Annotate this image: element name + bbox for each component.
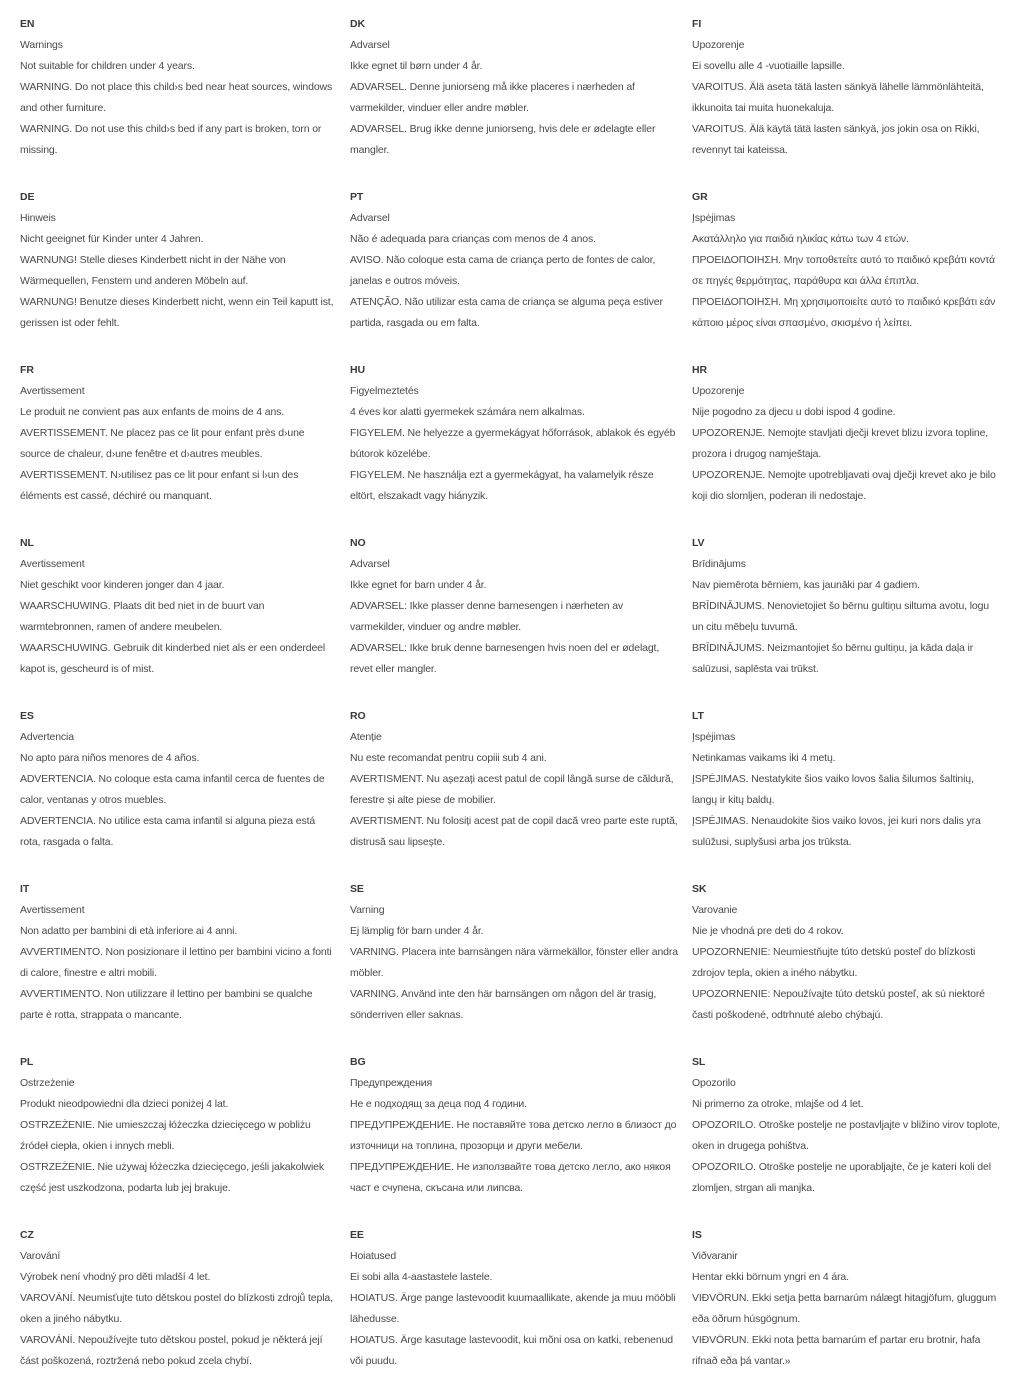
warning-line: OPOZORILO. Otroške postelje ne postavljajte v bližino virov toplote, oken in drugega pohištva. bbox=[692, 1119, 1000, 1152]
warning-line: VAROITUS. Älä käytä tätä lasten sänkyä, jos jokin osa on Rikki, revennyt tai kateissa. bbox=[692, 123, 980, 156]
warning-line: Nu este recomandat pentru copiii sub 4 ani. bbox=[350, 752, 547, 764]
language-block-no bbox=[350, 533, 678, 680]
warning-line: OPOZORILO. Otroške postelje ne uporabljajte, če je kateri koli del zlomljen, strgan ali manjka. bbox=[692, 1161, 991, 1194]
language-block-de bbox=[20, 187, 336, 334]
warning-line: WAARSCHUWING. Plaats dit bed niet in de buurt van warmtebronnen, ramen of andere meubelen. bbox=[20, 600, 265, 633]
language-block-cz bbox=[20, 1225, 336, 1372]
warning-line: Įspėjimas bbox=[692, 731, 736, 743]
warning-line: Upozorenje bbox=[692, 39, 745, 51]
language-code: GR bbox=[692, 191, 708, 203]
warning-line: ĮSPĖJIMAS. Nestatykite šios vaiko lovos šalia šilumos šaltinių, langų ir kitų baldų. bbox=[692, 773, 974, 806]
column-2 bbox=[350, 14, 692, 1398]
language-block-is bbox=[692, 1225, 1000, 1372]
warning-line: VAROITUS. Älä aseta tätä lasten sänkyä lähelle lämmönlähteitä, ikkunoita tai muita huonekaluja. bbox=[692, 81, 984, 114]
language-block-en bbox=[20, 14, 336, 161]
warning-line: ADVARSEL: Ikke bruk denne barnesengen hvis noen del er ødelagt, revet eller mangler. bbox=[350, 642, 660, 675]
warning-line: FIGYELEM. Ne használja ezt a gyermekágyat, ha valamelyik része eltört, elszakadt vagy hiányzik. bbox=[350, 469, 654, 502]
language-code: IT bbox=[20, 883, 30, 895]
language-code: SK bbox=[692, 883, 707, 895]
language-block-pt bbox=[350, 187, 678, 334]
language-block-sl bbox=[692, 1052, 1000, 1199]
warning-line: VARNING. Använd inte den här barnsängen om någon del är trasig, sönderriven eller saknas. bbox=[350, 988, 657, 1021]
language-code: CZ bbox=[20, 1229, 34, 1241]
warning-line: Ei sovellu alle 4 -vuotiaille lapsille. bbox=[692, 60, 845, 72]
warning-line: AVERTISMENT. Nu așezați acest patul de copil lângă surse de căldură, ferestre și alte piese de mobilier. bbox=[350, 773, 674, 806]
language-code: LT bbox=[692, 710, 704, 722]
warning-line: Opozorilo bbox=[692, 1077, 736, 1089]
warning-line: AVISO. Não coloque esta cama de criança perto de fontes de calor, janelas e outros móveis. bbox=[350, 254, 656, 287]
warning-line: OSTRZEŻENIE. Nie używaj łóżeczka dziecięcego, jeśli jakakolwiek część jest uszkodzona, podarta lub jej brakuje. bbox=[20, 1161, 324, 1194]
warning-line: AVVERTIMENTO. Non utilizzare il lettino per bambini se qualche parte è rotta, strappata o mancante. bbox=[20, 988, 313, 1021]
warning-line: Ej lämplig för barn under 4 år. bbox=[350, 925, 484, 937]
language-block-ee bbox=[350, 1225, 678, 1372]
warning-line: Produkt nieodpowiedni dla dzieci poniżej 4 lat. bbox=[20, 1098, 229, 1110]
column-3 bbox=[692, 14, 1014, 1398]
warning-line: Nicht geeignet für Kinder unter 4 Jahren. bbox=[20, 233, 204, 245]
language-block-lv bbox=[692, 533, 1000, 680]
warning-line: WARNUNG! Benutze dieses Kinderbett nicht, wenn ein Teil kaputt ist, gerissen ist oder fehlt. bbox=[20, 296, 334, 329]
warning-line: Upozorenje bbox=[692, 385, 745, 397]
language-code: PL bbox=[20, 1056, 34, 1068]
warning-line: Nije pogodno za djecu u dobi ispod 4 godine. bbox=[692, 406, 896, 418]
language-code: EE bbox=[350, 1229, 364, 1241]
language-block-ro bbox=[350, 706, 678, 853]
warning-line: Įspėjimas bbox=[692, 212, 736, 224]
language-block-sk bbox=[692, 879, 1000, 1026]
warning-line: FIGYELEM. Ne helyezze a gyermekágyat hőforrások, ablakok és egyéb bútorok közelébe. bbox=[350, 427, 676, 460]
language-code: SE bbox=[350, 883, 364, 895]
language-code: DE bbox=[20, 191, 35, 203]
warning-line: VAROVÁNÍ. Neumisťujte tuto dětskou postel do blízkosti zdrojů tepla, oken a jiného nábytku. bbox=[20, 1292, 333, 1325]
language-block-lt bbox=[692, 706, 1000, 853]
language-block-fi bbox=[692, 14, 1000, 161]
warning-line: ПРЕДУПРЕЖДЕНИЕ. Не използвайте това детско легло, ако някоя част е счупена, скъсана или липсва. bbox=[350, 1161, 671, 1194]
warning-line: Viðvaranir bbox=[692, 1250, 738, 1262]
warning-line: Ikke egnet for barn under 4 år. bbox=[350, 579, 487, 591]
warning-line: Advertencia bbox=[20, 731, 74, 743]
warning-line: Figyelmeztetés bbox=[350, 385, 419, 397]
warning-line: WARNUNG! Stelle dieses Kinderbett nicht in der Nähe von Wärmequellen, Fenstern und anderen Möbeln auf. bbox=[20, 254, 286, 287]
warning-line: UPOZORENJE. Nemojte stavljati dječji krevet blizu izvora topline, prozora i drugog namještaja. bbox=[692, 427, 989, 460]
warning-line: AVERTISMENT. Nu folosiți acest pat de copil dacă vreo parte este ruptă, distrusă sau lipsește. bbox=[350, 815, 678, 848]
warning-line: OSTRZEŻENIE. Nie umieszczaj łóżeczka dziecięcego w pobliżu źródeł ciepła, okien i innych mebli. bbox=[20, 1119, 311, 1152]
warning-line: Não é adequada para crianças com menos de 4 anos. bbox=[350, 233, 596, 245]
language-block-it bbox=[20, 879, 336, 1026]
warning-line: WARNING. Do not use this child›s bed if any part is broken, torn or missing. bbox=[20, 123, 322, 156]
warning-line: AVERTISSEMENT. N›utilisez pas ce lit pour enfant si l›un des éléments est cassé, déchiré ou manquant. bbox=[20, 469, 299, 502]
warning-line: Atenție bbox=[350, 731, 382, 743]
language-block-es bbox=[20, 706, 336, 853]
warning-line: UPOZORNENIE: Nepoužívajte túto detskú posteľ, ak sú niektoré časti poškodené, odtrhnuté alebo chýbajú. bbox=[692, 988, 985, 1021]
language-block-dk bbox=[350, 14, 678, 161]
warning-line: No apto para niños menores de 4 años. bbox=[20, 752, 200, 764]
warning-line: Hinweis bbox=[20, 212, 56, 224]
warning-line: Ni primerno za otroke, mlajše od 4 let. bbox=[692, 1098, 864, 1110]
warning-line: VIÐVÖRUN. Ekki setja þetta barnarúm nálægt hitagjöfum, gluggum eða öðrum húsgögnum. bbox=[692, 1292, 997, 1325]
warning-line: Varování bbox=[20, 1250, 61, 1262]
language-code: NL bbox=[20, 537, 34, 549]
language-block-bg bbox=[350, 1052, 678, 1199]
language-code: NO bbox=[350, 537, 366, 549]
language-code: HR bbox=[692, 364, 707, 376]
warning-line: Avertissement bbox=[20, 558, 85, 570]
warning-line: Advarsel bbox=[350, 212, 390, 224]
language-code: PT bbox=[350, 191, 364, 203]
language-code: DK bbox=[350, 18, 365, 30]
language-block-hu bbox=[350, 360, 678, 507]
warning-line: Výrobek není vhodný pro děti mladší 4 let. bbox=[20, 1271, 211, 1283]
warning-line: AVERTISSEMENT. Ne placez pas ce lit pour enfant près d›une source de chaleur, d›une fenêtre et d›autres meubles. bbox=[20, 427, 305, 460]
warning-line: WARNING. Do not place this child›s bed near heat sources, windows and other furniture. bbox=[20, 81, 333, 114]
language-code: EN bbox=[20, 18, 35, 30]
warning-line: Ακατάλληλο για παιδιά ηλικίας κάτω των 4 ετών. bbox=[692, 233, 909, 245]
warning-line: Nie je vhodná pre deti do 4 rokov. bbox=[692, 925, 844, 937]
warning-line: Le produit ne convient pas aux enfants de moins de 4 ans. bbox=[20, 406, 285, 418]
language-code: BG bbox=[350, 1056, 366, 1068]
language-code: HU bbox=[350, 364, 365, 376]
warning-line: Advarsel bbox=[350, 558, 390, 570]
warning-line: Hentar ekki börnum yngri en 4 ára. bbox=[692, 1271, 849, 1283]
warning-line: Ostrzeżenie bbox=[20, 1077, 75, 1089]
warning-line: Ikke egnet til børn under 4 år. bbox=[350, 60, 483, 72]
warning-line: Not suitable for children under 4 years. bbox=[20, 60, 195, 72]
language-block-gr bbox=[692, 187, 1000, 334]
language-block-nl bbox=[20, 533, 336, 680]
warning-line: Varovanie bbox=[692, 904, 738, 916]
warning-line: ADVARSEL. Denne juniorseng må ikke placeres i nærheden af varmekilder, vinduer eller andre møbler. bbox=[350, 81, 635, 114]
language-code: SL bbox=[692, 1056, 706, 1068]
language-block-fr bbox=[20, 360, 336, 507]
warning-line: Nav piemērota bērniem, kas jaunāki par 4 gadiem. bbox=[692, 579, 920, 591]
warning-line: ADVERTENCIA. No coloque esta cama infantil cerca de fuentes de calor, ventanas y otros muebles. bbox=[20, 773, 325, 806]
warning-line: VARNING. Placera inte barnsängen nära värmekällor, fönster eller andra möbler. bbox=[350, 946, 678, 979]
warning-line: Не е подходящ за деца под 4 години. bbox=[350, 1098, 527, 1110]
warning-line: ΠΡΟΕΙΔΟΠΟΙΗΣΗ. Μη χρησιμοποιείτε αυτό το παιδικό κρεβάτι εάν κάποιο μέρος είναι σπασμένο, σκισμένο ή λείπει. bbox=[692, 296, 996, 329]
warning-line: Netinkamas vaikams iki 4 metų. bbox=[692, 752, 836, 764]
warning-line: ADVARSEL: Ikke plasser denne barnesengen i nærheten av varmekilder, vinduer og andre møbler. bbox=[350, 600, 623, 633]
warning-line: 4 éves kor alatti gyermekek számára nem alkalmas. bbox=[350, 406, 585, 418]
warning-line: ĮSPĖJIMAS. Nenaudokite šios vaiko lovos, jei kuri nors dalis yra sulūžusi, suplyšusi arba jos trūksta. bbox=[692, 815, 981, 848]
warning-line: ADVARSEL. Brug ikke denne juniorseng, hvis dele er ødelagte eller mangler. bbox=[350, 123, 656, 156]
warning-line: Hoiatused bbox=[350, 1250, 397, 1262]
warning-line: UPOZORENJE. Nemojte upotrebljavati ovaj dječji krevet ako je bilo koji dio slomljen, poderan ili nedostaje. bbox=[692, 469, 996, 502]
warning-line: ATENÇÃO. Não utilizar esta cama de criança se alguma peça estiver partida, rasgada ou em falta. bbox=[350, 296, 663, 329]
column-1 bbox=[20, 14, 350, 1398]
warning-line: HOIATUS. Ärge pange lastevoodit kuumaallikate, akende ja muu mööbli lähedusse. bbox=[350, 1292, 676, 1325]
warning-line: Varning bbox=[350, 904, 385, 916]
warning-line: ΠΡΟΕΙΔΟΠΟΙΗΣΗ. Μην τοποθετείτε αυτό το παιδικό κρεβάτι κοντά σε πηγές θερμότητας, παράθυρα και άλλα έπιπλα. bbox=[692, 254, 995, 287]
language-code: FI bbox=[692, 18, 702, 30]
language-block-hr bbox=[692, 360, 1000, 507]
language-block-pl bbox=[20, 1052, 336, 1199]
warning-line: Brīdinājums bbox=[692, 558, 746, 570]
warning-line: BRĪDINĀJUMS. Nenovietojiet šo bērnu gultiņu siltuma avotu, logu un citu mēbeļu tuvumā. bbox=[692, 600, 989, 633]
warning-line: Non adatto per bambini di età inferiore ai 4 anni. bbox=[20, 925, 238, 937]
language-code: LV bbox=[692, 537, 705, 549]
warning-line: AVVERTIMENTO. Non posizionare il lettino per bambini vicino a fonti di calore, finestre e altri mobili. bbox=[20, 946, 332, 979]
warning-line: ПРЕДУПРЕЖДЕНИЕ. Не поставяйте това детско легло в близост до източници на топлина, прозорци и други мебели. bbox=[350, 1119, 677, 1152]
warning-line: Avertissement bbox=[20, 904, 85, 916]
warning-line: VAROVÁNÍ. Nepoužívejte tuto dětskou postel, pokud je některá její část poškozená, roztržená nebo pokud zcela chybí. bbox=[20, 1334, 323, 1367]
warning-line: Niet geschikt voor kinderen jonger dan 4 jaar. bbox=[20, 579, 225, 591]
language-code: ES bbox=[20, 710, 34, 722]
warning-line: Avertissement bbox=[20, 385, 85, 397]
warning-line: VIÐVÖRUN. Ekki nota þetta barnarúm ef partar eru brotnir, hafa rifnað eða þá vantar.» bbox=[692, 1334, 981, 1367]
language-code: FR bbox=[20, 364, 34, 376]
warning-line: Warnings bbox=[20, 39, 63, 51]
warning-line: HOIATUS. Ärge kasutage lastevoodit, kui mõni osa on katki, rebenenud või puudu. bbox=[350, 1334, 673, 1367]
language-code: IS bbox=[692, 1229, 702, 1241]
language-block-se bbox=[350, 879, 678, 1026]
warning-line: Ei sobi alla 4-aastastele lastele. bbox=[350, 1271, 493, 1283]
warning-line: Advarsel bbox=[350, 39, 390, 51]
warning-line: WAARSCHUWING. Gebruik dit kinderbed niet als er een onderdeel kapot is, gescheurd is of mist. bbox=[20, 642, 326, 675]
warning-line: ADVERTENCIA. No utilice esta cama infantil si alguna pieza está rota, rasgada o falta. bbox=[20, 815, 316, 848]
warning-line: Предупреждения bbox=[350, 1077, 432, 1089]
warning-line: UPOZORNENIE: Neumiestňujte túto detskú posteľ do blízkosti zdrojov tepla, okien a iného nábytku. bbox=[692, 946, 976, 979]
language-code: RO bbox=[350, 710, 366, 722]
warning-line: BRĪDINĀJUMS. Neizmantojiet šo bērnu gultiņu, ja kāda daļa ir salūzusi, saplēsta vai trūkst. bbox=[692, 642, 974, 675]
